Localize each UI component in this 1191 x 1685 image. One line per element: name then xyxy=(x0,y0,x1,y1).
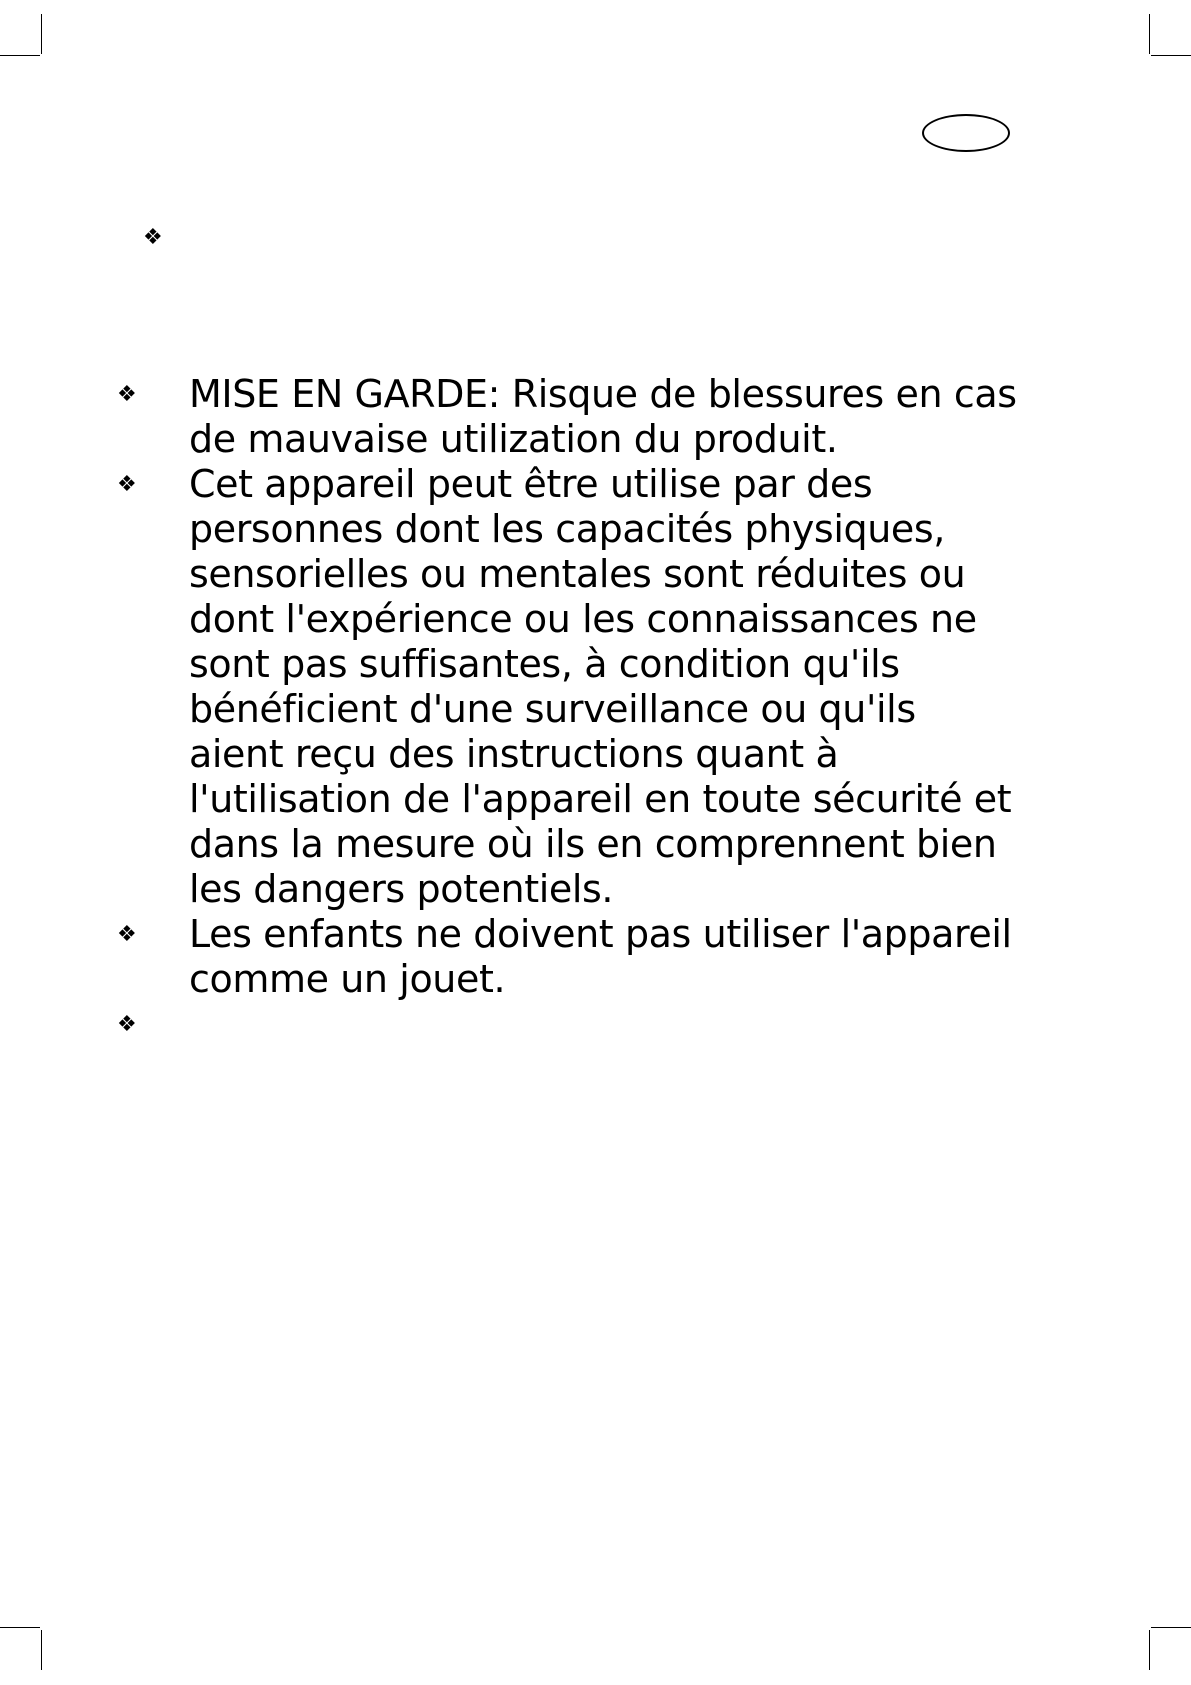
language-badge-oval xyxy=(922,114,1010,152)
warning-item xyxy=(117,912,1017,1002)
diamond-bullet-icon: ❖ xyxy=(117,922,137,947)
diamond-bullet-icon: ❖ xyxy=(117,472,137,497)
diamond-bullet-icon: ❖ xyxy=(117,382,137,407)
warning-text: Cet appareil peut être utilise par des personnes dont les capacités physiques, sensorielles ou mentales sont réduites ou dont l'expérience ou les connaissances ne sont pas suffisantes, à condition qu'ils bénéficient d'une surveillance ou qu'ils aient reçu des instructions quant à l'utilisation de l'appareil en toute sécurité et dans la mesure où ils en comprennent bien les dangers potentiels. xyxy=(189,462,1012,911)
warning-text: MISE EN GARDE: Risque de blessures en cas de mauvaise utilization du produit. xyxy=(189,372,1017,461)
warning-item-empty xyxy=(117,1002,1017,1047)
crop-mark-top-left-v xyxy=(41,14,42,54)
crop-mark-top-right-h xyxy=(1151,55,1191,56)
crop-mark-top-right-v xyxy=(1149,14,1150,54)
warning-item xyxy=(117,462,1017,912)
top-bullet-icon: ❖ xyxy=(143,225,163,250)
crop-mark-bottom-left-h xyxy=(0,1627,40,1628)
safety-warnings-list xyxy=(117,372,1017,1047)
warning-text: Les enfants ne doivent pas utiliser l'appareil comme un jouet. xyxy=(189,912,1012,1001)
crop-mark-bottom-left-v xyxy=(41,1630,42,1670)
crop-mark-bottom-right-v xyxy=(1149,1630,1150,1670)
crop-mark-top-left-h xyxy=(0,55,40,56)
diamond-bullet-icon: ❖ xyxy=(117,1012,137,1037)
warning-item xyxy=(117,372,1017,462)
crop-mark-bottom-right-h xyxy=(1151,1627,1191,1628)
